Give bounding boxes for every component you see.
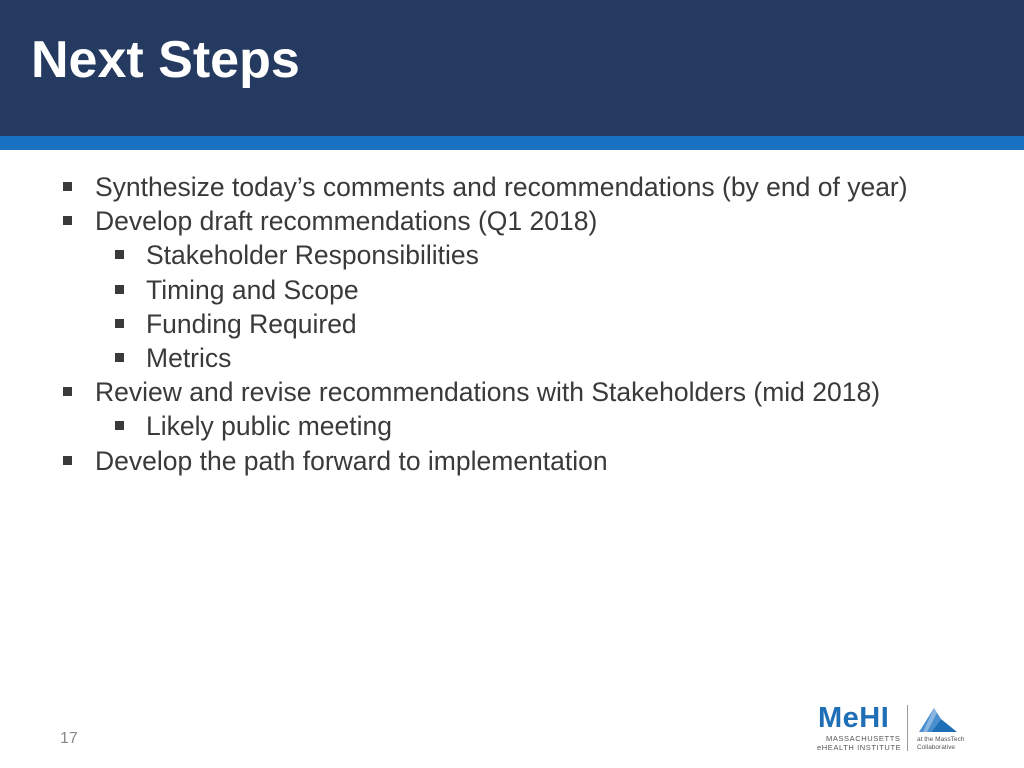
square-bullet-icon bbox=[115, 421, 124, 430]
bullet-list bbox=[0, 170, 1024, 478]
bullet-text: Metrics bbox=[146, 342, 232, 373]
mehi-logo bbox=[816, 703, 976, 753]
masstech-line2: Collaborative bbox=[917, 744, 955, 751]
square-bullet-icon bbox=[63, 456, 72, 465]
bullet-text: Stakeholder Responsibilities bbox=[146, 240, 479, 271]
bullet-item bbox=[0, 444, 1024, 478]
masstech-triangle-icon bbox=[917, 705, 959, 733]
bullet-item bbox=[0, 204, 1024, 238]
title-bar bbox=[0, 0, 1024, 136]
slide-title: Next Steps bbox=[31, 31, 300, 89]
square-bullet-icon bbox=[115, 285, 124, 294]
square-bullet-icon bbox=[115, 319, 124, 328]
square-bullet-icon bbox=[63, 387, 72, 396]
logo-wordmark: MeHI bbox=[818, 702, 890, 734]
sub-bullet-item bbox=[0, 238, 1024, 272]
bullet-text: Funding Required bbox=[146, 308, 357, 339]
sub-bullet-item bbox=[0, 273, 1024, 307]
bullet-text: Develop draft recommendations (Q1 2018) bbox=[95, 206, 598, 237]
bullet-text: Synthesize today’s comments and recommendations (by end of year) bbox=[95, 172, 908, 202]
square-bullet-icon bbox=[115, 250, 124, 259]
bullet-item bbox=[0, 170, 1024, 204]
square-bullet-icon bbox=[115, 353, 124, 362]
bullet-text: Timing and Scope bbox=[146, 274, 359, 305]
bullet-text: Review and revise recommendations with Stakeholders (mid 2018) bbox=[95, 377, 881, 408]
bullet-text: Likely public meeting bbox=[146, 411, 392, 442]
page-number: 17 bbox=[60, 730, 78, 747]
masstech-line1: at the MassTech bbox=[917, 736, 965, 743]
accent-stripe bbox=[0, 136, 1024, 150]
sub-bullet-item bbox=[0, 341, 1024, 375]
square-bullet-icon bbox=[63, 216, 72, 225]
bullet-item bbox=[0, 375, 1024, 409]
sub-bullet-item bbox=[0, 409, 1024, 443]
logo-divider bbox=[907, 705, 908, 751]
sub-bullet-item bbox=[0, 307, 1024, 341]
square-bullet-icon bbox=[63, 182, 72, 191]
logo-subtitle-line2: eHEALTH INSTITUTE bbox=[817, 743, 902, 752]
logo-subtitle-line1: MASSACHUSETTS bbox=[826, 734, 901, 743]
bullet-text: Develop the path forward to implementation bbox=[95, 445, 608, 476]
